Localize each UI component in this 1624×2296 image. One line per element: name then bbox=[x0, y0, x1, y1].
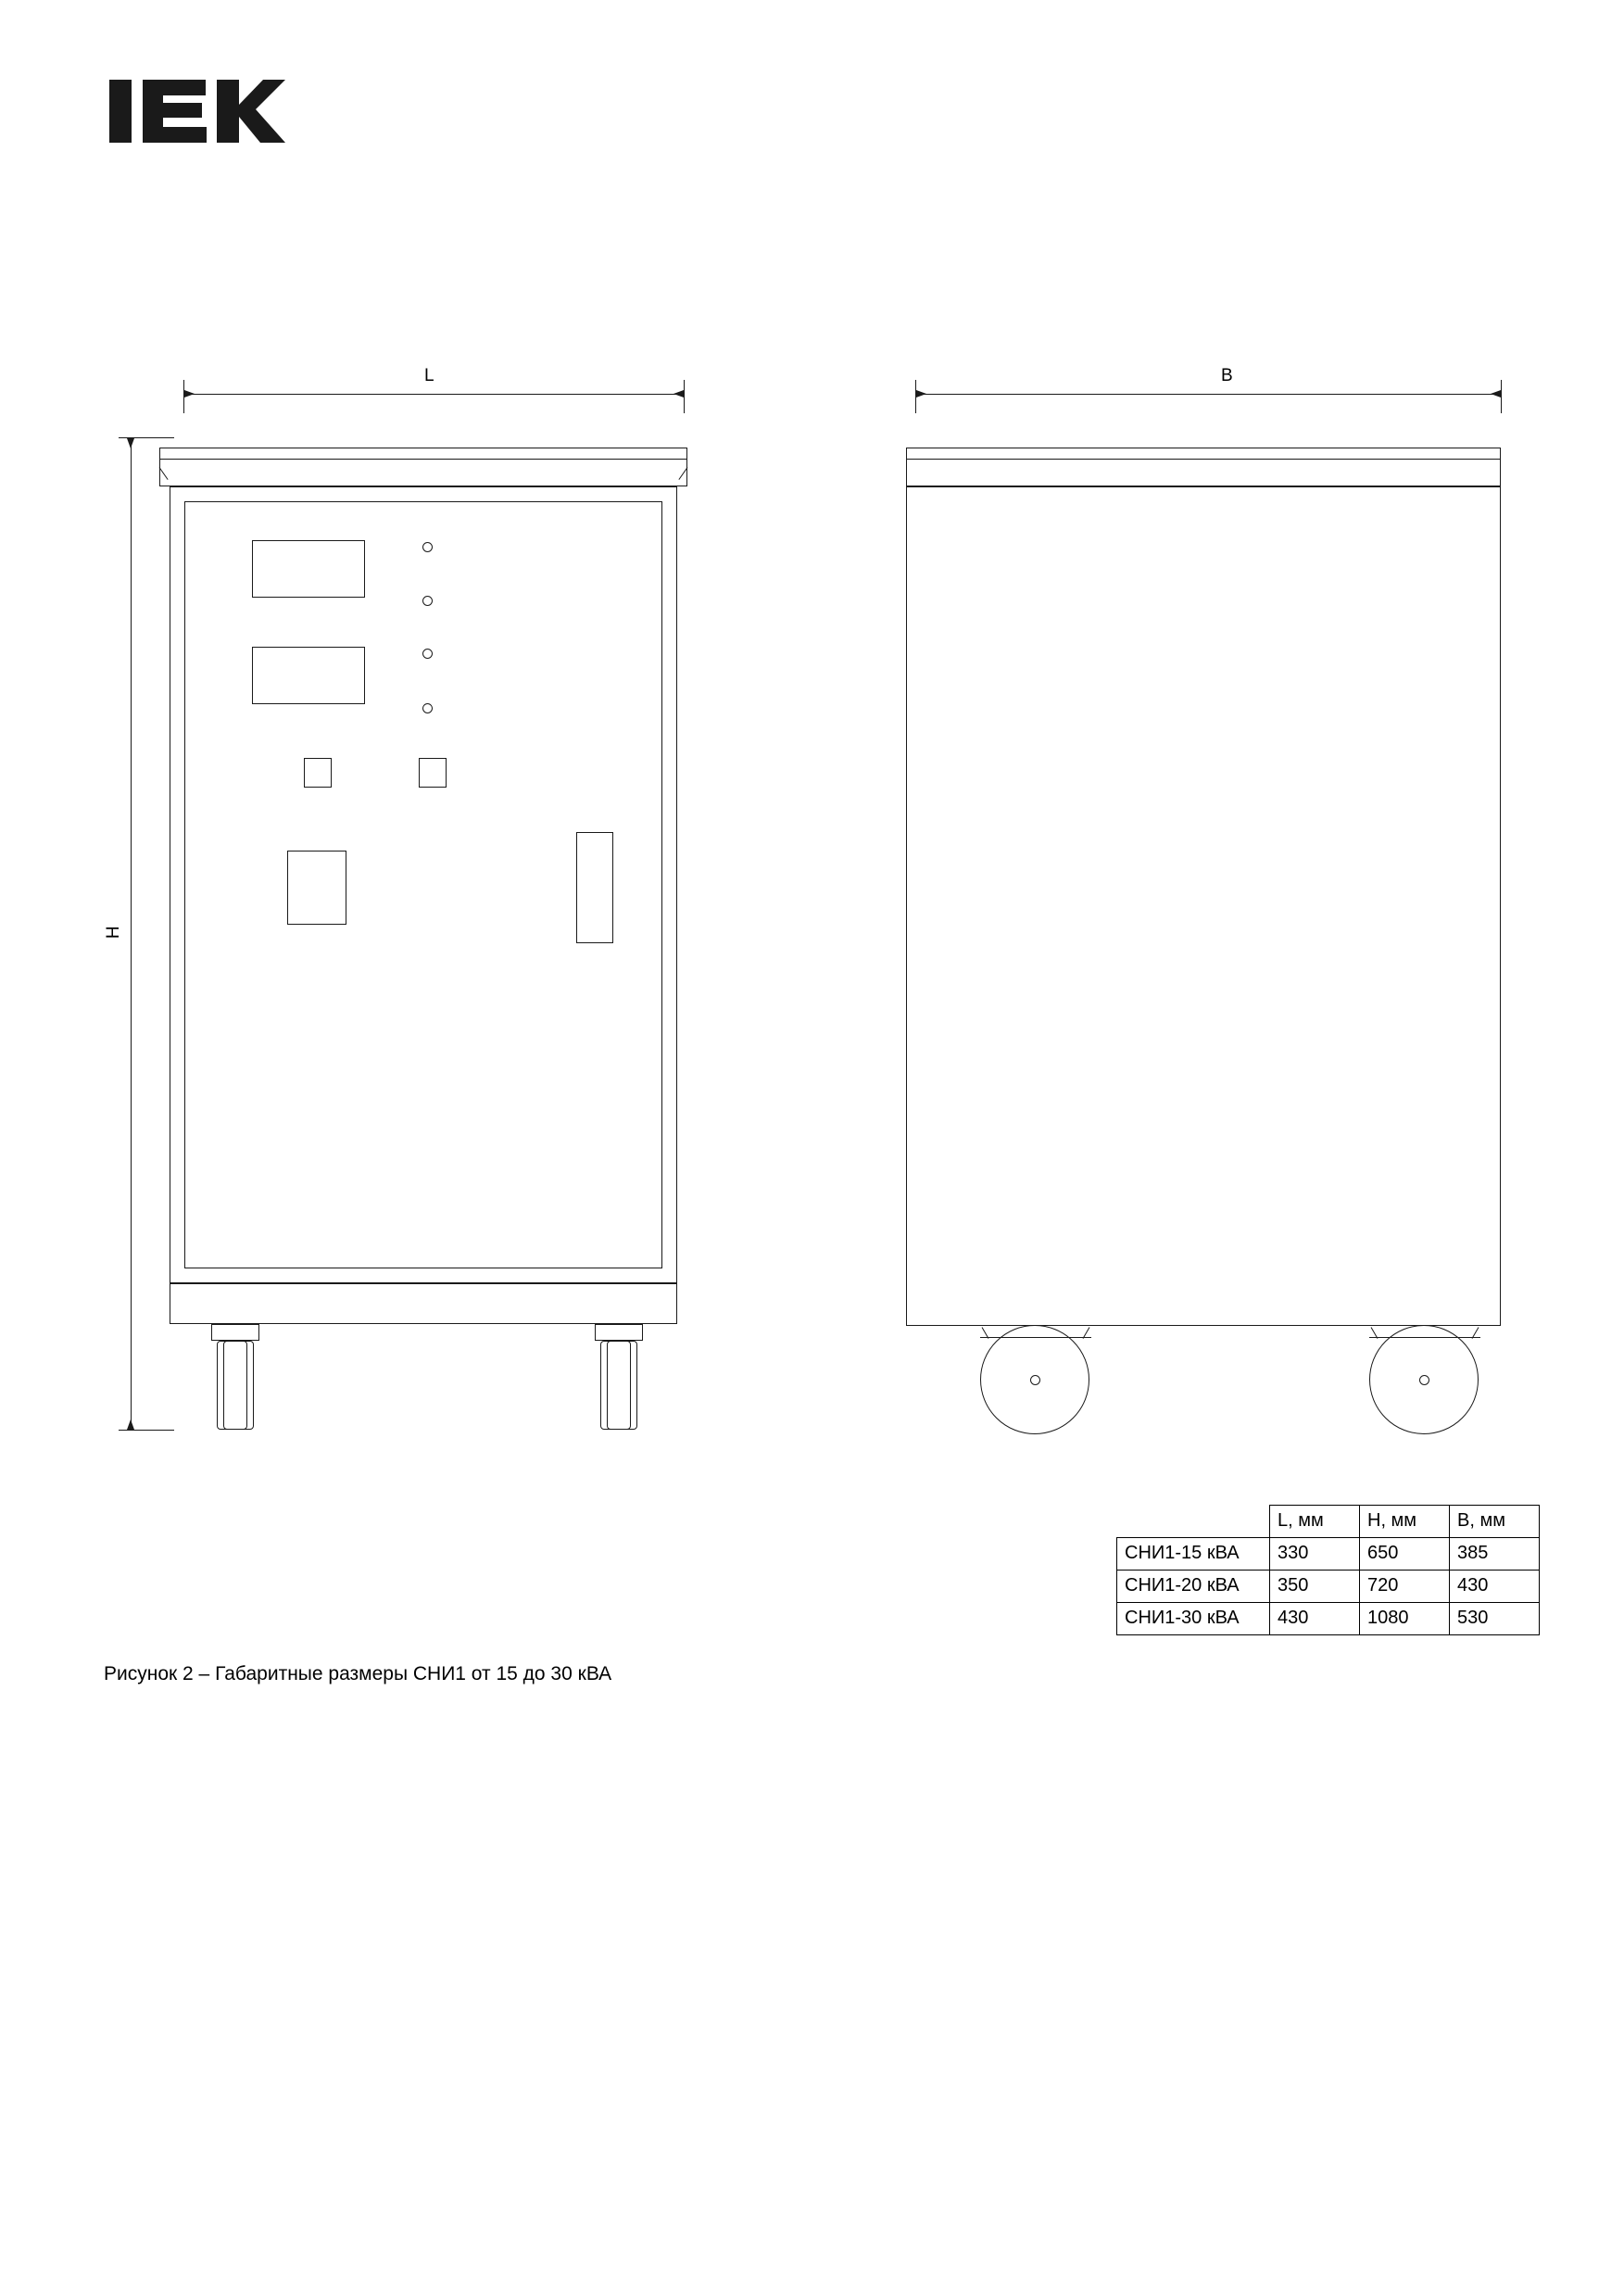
front-led-2 bbox=[422, 596, 433, 606]
front-dim-label-H: H bbox=[104, 925, 123, 940]
front-dim-ext-bottom bbox=[119, 1430, 174, 1431]
table-cell-L: 350 bbox=[1270, 1571, 1360, 1603]
figure-caption: Рисунок 2 – Габаритные размеры СНИ1 от 15 до 30 кВА bbox=[104, 1663, 612, 1684]
table-cell-model: СНИ1-15 кВА bbox=[1117, 1538, 1270, 1571]
front-dim-ext-right bbox=[684, 380, 685, 413]
front-caster-left-tread bbox=[223, 1341, 247, 1430]
front-dim-line-L bbox=[183, 394, 684, 395]
side-body bbox=[906, 486, 1501, 1326]
front-dim-arrow-top bbox=[127, 438, 134, 448]
iek-logo bbox=[109, 65, 285, 158]
front-breaker-block bbox=[576, 832, 613, 943]
side-dim-ext-right bbox=[1501, 380, 1502, 413]
front-top-cap bbox=[159, 448, 687, 486]
front-dim-arrow-left bbox=[184, 390, 195, 397]
side-caster-right-bracket-top bbox=[1369, 1337, 1480, 1338]
table-corner-cell bbox=[1117, 1506, 1270, 1538]
table-cell-L: 330 bbox=[1270, 1538, 1360, 1571]
dimensions-table bbox=[1116, 1505, 1540, 1635]
table-cell-B: 530 bbox=[1450, 1603, 1540, 1635]
side-dim-arrow-right bbox=[1491, 390, 1501, 397]
table-cell-B: 385 bbox=[1450, 1538, 1540, 1571]
front-dim-label-L: L bbox=[424, 366, 435, 385]
table-header-L: L, мм bbox=[1270, 1506, 1360, 1538]
table-header-B: B, мм bbox=[1450, 1506, 1540, 1538]
front-caster-left-mount bbox=[211, 1324, 259, 1341]
front-dim-line-H bbox=[131, 437, 132, 1430]
front-display-lower bbox=[252, 647, 365, 704]
table-row bbox=[1117, 1603, 1540, 1635]
front-dim-arrow-right bbox=[674, 390, 684, 397]
front-caster-right-mount bbox=[595, 1324, 643, 1341]
front-button-right bbox=[419, 758, 447, 788]
table-cell-B: 430 bbox=[1450, 1571, 1540, 1603]
side-caster-left-axle bbox=[1030, 1375, 1040, 1385]
side-dim-line-B bbox=[915, 394, 1501, 395]
front-socket-block bbox=[287, 851, 346, 925]
table-cell-H: 650 bbox=[1360, 1538, 1450, 1571]
table-row bbox=[1117, 1571, 1540, 1603]
table-cell-L: 430 bbox=[1270, 1603, 1360, 1635]
front-display-upper bbox=[252, 540, 365, 598]
table-cell-model: СНИ1-30 кВА bbox=[1117, 1603, 1270, 1635]
front-caster-right-tread bbox=[607, 1341, 631, 1430]
table-cell-H: 720 bbox=[1360, 1571, 1450, 1603]
table-row bbox=[1117, 1538, 1540, 1571]
table-header-row bbox=[1117, 1506, 1540, 1538]
table-header-H: H, мм bbox=[1360, 1506, 1450, 1538]
front-button-left bbox=[304, 758, 332, 788]
front-led-1 bbox=[422, 542, 433, 552]
side-dim-label-B: B bbox=[1221, 366, 1234, 385]
front-led-3 bbox=[422, 649, 433, 659]
table-cell-H: 1080 bbox=[1360, 1603, 1450, 1635]
side-top-cap-seam bbox=[906, 459, 1501, 460]
front-led-4 bbox=[422, 703, 433, 713]
front-base-plinth bbox=[170, 1283, 677, 1324]
side-dim-arrow-left bbox=[916, 390, 926, 397]
front-top-cap-seam bbox=[159, 459, 687, 460]
front-dim-arrow-bottom bbox=[127, 1419, 134, 1430]
side-top-cap bbox=[906, 448, 1501, 486]
table-cell-model: СНИ1-20 кВА bbox=[1117, 1571, 1270, 1603]
side-caster-right-axle bbox=[1419, 1375, 1429, 1385]
side-caster-left-bracket-top bbox=[980, 1337, 1091, 1338]
